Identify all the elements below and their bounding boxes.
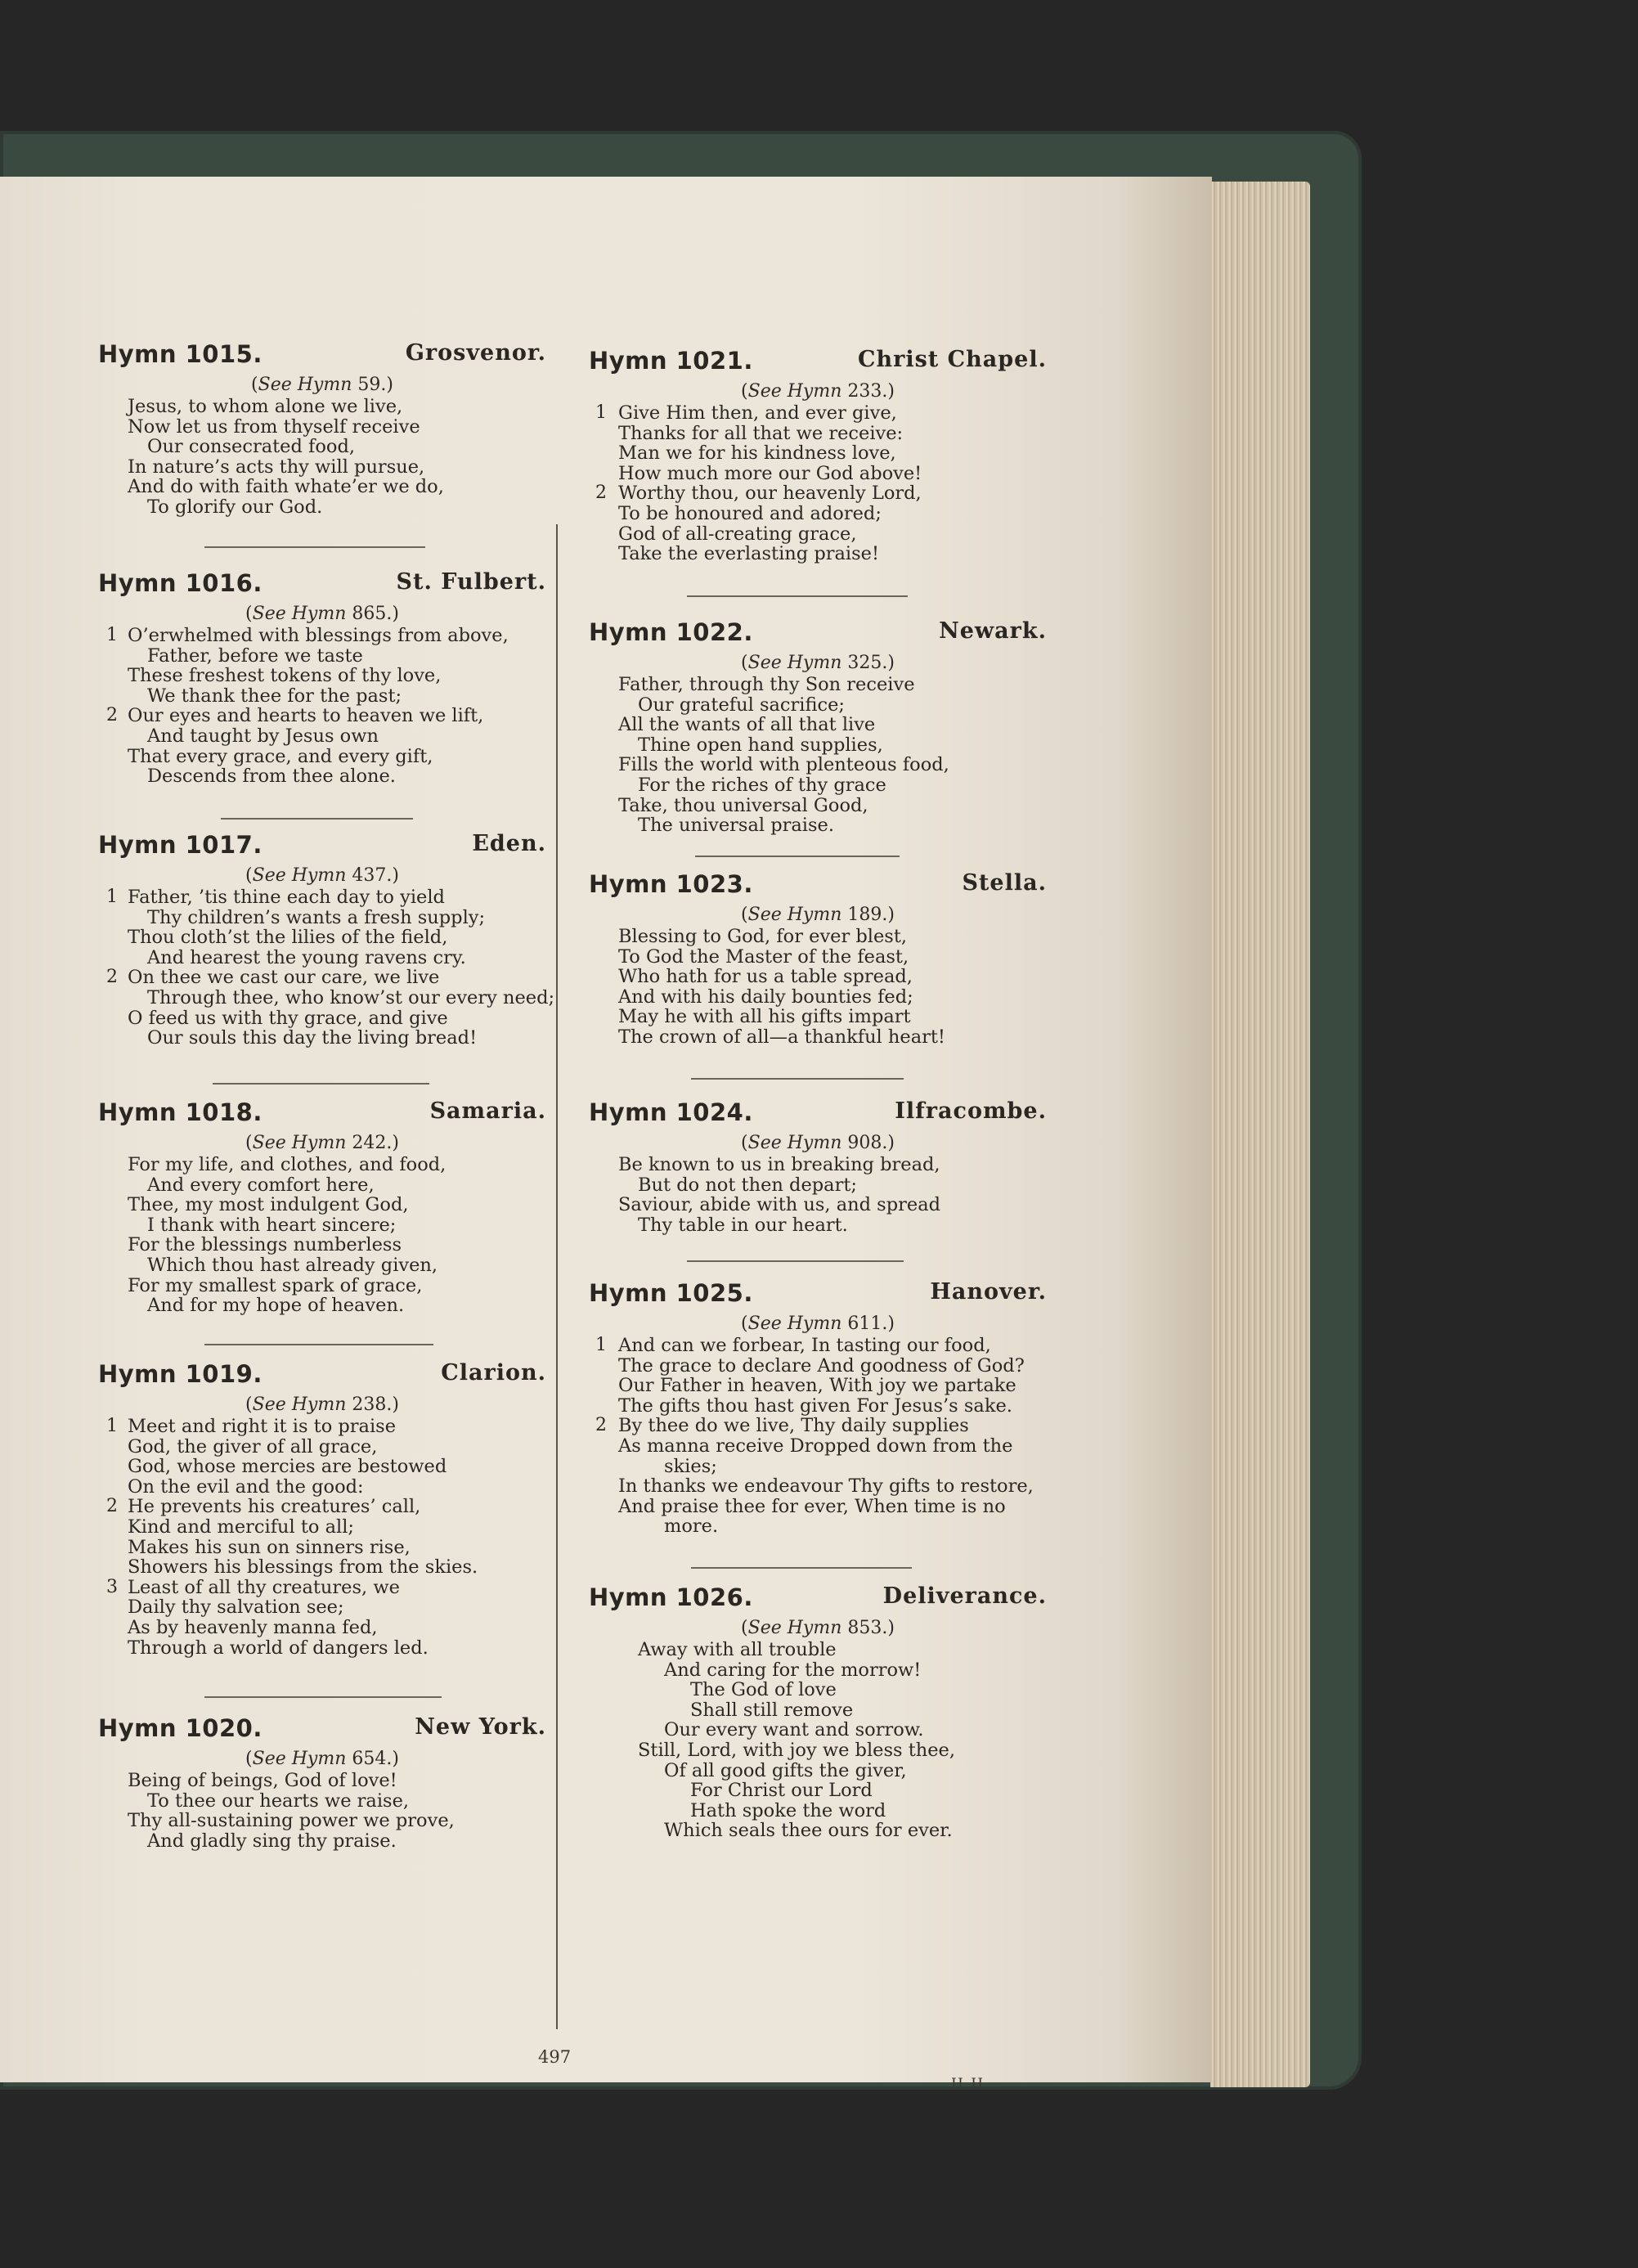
tune-name: Samaria. [429,1098,546,1124]
see-reference: (See Hymn 865.) [245,604,399,624]
verse-number: 1 [106,625,118,645]
verse-line [589,1516,1047,1537]
verse-line [98,1235,546,1255]
verse-text: For the blessings numberless [128,1234,402,1256]
see-number: 611.) [847,1314,895,1334]
verse-line [589,1761,1047,1781]
verse-line [589,464,1047,484]
verse-text: He prevents his creatures’ call, [128,1496,421,1518]
verse-line [589,815,1047,836]
tune-name: Eden. [472,831,546,856]
see-number: 865.) [352,604,399,624]
hymn-entry [589,347,1047,564]
see-number: 908.) [847,1133,895,1153]
section-rule [695,856,900,857]
section-rule [213,1083,429,1085]
verse-line [589,1356,1047,1377]
section-rule [204,1344,433,1345]
see-number: 233.) [847,381,895,402]
verse-line [98,666,546,686]
verse-text: Meet and right it is to praise [128,1416,397,1437]
verse-line [589,1436,1047,1457]
verse-line [589,775,1047,796]
verse-text: The grace to declare And goodness of God? [618,1354,1025,1377]
verse-text: And gladly sing thy praise. [147,1830,397,1852]
tune-name: Hanover. [930,1279,1047,1305]
verse-line [589,1007,1047,1027]
hymn-header [98,340,546,375]
verse-text: Daily thy salvation see; [128,1597,344,1619]
tune-name: Grosvenor. [405,340,546,366]
hymn-number: Hymn 1017. [98,831,263,859]
verse-line [589,987,1047,1008]
verse-line [98,986,555,1008]
verse-line [98,1276,546,1296]
see-number: 437.) [352,865,399,886]
page-number: 497 [538,2047,572,2067]
verse-number: 1 [595,402,607,423]
verse-line [589,1476,1047,1497]
see-reference: (See Hymn 437.) [245,865,399,886]
verse-line [589,1781,1047,1801]
verse-line [98,1417,546,1437]
verse-text: Thy table in our heart. [638,1214,848,1236]
verse-line [98,1155,546,1175]
verse-line [589,796,1047,816]
hymn-entry [98,1098,546,1316]
see-prefix: See Hymn [747,653,842,673]
hymn-entry [98,1360,546,1658]
book-page [0,177,1212,2092]
verse-number: 2 [106,705,118,726]
verse-text: Father, ’tis thine each day to yield [128,887,445,908]
verse-text: On thee we cast our care, we live [128,967,440,989]
tune-name: New York. [415,1714,546,1740]
verse-line [589,1801,1047,1821]
tune-name: Ilfracombe. [895,1098,1047,1124]
hymn-header [98,1360,546,1394]
see-prefix: See Hymn [252,1749,347,1769]
verse-text: But do not then depart; [638,1174,857,1196]
verse-text: These freshest tokens of thy love, [128,665,442,687]
verse-text: And hearest the young ravens cry. [147,946,466,968]
see-reference: (See Hymn 59.) [251,375,393,395]
verse-line [98,1028,546,1049]
verse-text: Hath spoke the word [690,1799,886,1821]
verse-text: To glorify our God. [147,496,323,518]
verse-line [98,766,546,787]
verse-number: 1 [595,1335,607,1355]
see-prefix: See Hymn [747,1618,842,1638]
verse-text: Father, before we taste [147,644,363,667]
hymn-entry [589,870,1047,1048]
page-edges [1210,182,1310,2087]
verse-text: In thanks we endeavour Thy gifts to restore, [618,1475,1034,1498]
verse-line [98,1215,546,1236]
hymn-header [589,1279,1047,1314]
section-rule [204,1696,442,1698]
verse-text: All the wants of all that live [618,714,876,736]
verse-text: Thy children’s wants a fresh supply; [147,906,486,928]
see-reference: (See Hymn 238.) [245,1394,399,1415]
verse-line [589,715,1047,735]
verse-text: Our Father in heaven, With joy we partake [618,1375,1016,1397]
verse-text: May he with all his gifts impart [618,1006,911,1028]
verse-line [98,686,546,707]
verse-line [589,1821,1047,1841]
verse-line [589,675,1047,695]
verse-text: And every comfort here, [147,1174,375,1196]
verse-text: By thee do we live, Thy daily supplies [618,1415,969,1437]
verse-text: The crown of all—a thankful heart! [618,1026,945,1048]
verse-text: Be known to us in breaking bread, [618,1154,940,1175]
verse-line [98,1618,546,1638]
verse-text: Of all good gifts the giver, [664,1759,907,1781]
verse-text: Which thou hast already given, [147,1254,438,1276]
see-prefix: See Hymn [747,905,842,925]
section-rule [204,546,425,548]
verse-line [98,1255,546,1276]
verse-line [98,706,546,726]
verse-text: And do with faith whate’er we do, [128,476,444,498]
see-number: 59.) [357,375,393,395]
verse-text: Our consecrated food, [147,436,356,458]
verse-text: As manna receive Dropped down from the [618,1435,1013,1457]
verse-line [589,1215,1047,1236]
verse-line [98,908,546,928]
verse-number: 3 [106,1576,118,1597]
verse-text: Least of all thy creatures, we [128,1576,400,1598]
hymn-header [98,831,546,865]
verse-text: Thee, my most indulgent God, [128,1194,409,1216]
verse-line [589,1396,1047,1417]
see-reference: (See Hymn 654.) [245,1749,399,1769]
see-prefix: See Hymn [747,381,842,402]
verse-text: Thou cloth’st the lilies of the field, [128,927,448,949]
verse-line [98,1457,546,1477]
verse-line [589,755,1047,775]
hymn-header [98,1098,546,1133]
see-number: 325.) [847,653,895,673]
verse-text: We thank thee for the past; [147,685,402,707]
tune-name: Newark. [939,618,1047,644]
verse-line [98,646,546,667]
verse-line [589,1660,1047,1681]
verse-line [589,424,1047,444]
see-prefix: See Hymn [252,1394,347,1415]
section-rule [687,595,908,597]
verse-line [98,1538,546,1558]
verse-text: skies; [664,1455,717,1477]
hymn-header [98,1714,546,1749]
column-divider [556,524,558,2029]
verse-line [98,1008,546,1029]
verse-line [589,544,1047,564]
verse-line [98,948,546,968]
hymn-entry [98,569,546,787]
hymn-entry [98,831,555,1049]
verse-text: Showers his blessings from the skies. [128,1556,478,1579]
hymn-number: Hymn 1018. [98,1098,263,1126]
see-reference: (See Hymn 853.) [741,1618,895,1638]
verse-text: Jesus, to whom alone we live, [128,396,403,417]
verse-line [98,1831,546,1852]
verse-text: And for my hope of heaven. [147,1295,405,1317]
see-prefix: See Hymn [258,375,352,395]
verse-line [98,726,546,747]
hymn-entry [589,618,1047,836]
verse-text: And caring for the morrow! [664,1659,922,1681]
verse-text: Thanks for all that we receive: [618,422,904,444]
verse-text: Fills the world with plenteous food, [618,754,949,776]
verse-text: Saviour, abide with us, and spread [618,1194,941,1216]
verse-text: Still, Lord, with joy we bless thee, [638,1739,956,1761]
tune-name: St. Fulbert. [396,569,546,595]
verse-line [589,1175,1047,1196]
see-reference: (See Hymn 908.) [741,1133,895,1153]
verse-line [589,1720,1047,1740]
verse-text: Thy all-sustaining power we prove, [128,1810,455,1832]
tune-name: Christ Chapel. [857,347,1047,372]
hymn-entry [98,1714,546,1851]
hymn-entry [98,340,546,518]
verse-text: And can we forbear, In tasting our food, [618,1335,991,1356]
verse-line [98,1497,546,1517]
tune-name: Clarion. [441,1360,546,1386]
verse-number: 2 [106,1496,118,1517]
verse-line [98,497,546,518]
hymn-entry [589,1279,1047,1537]
verse-line [589,504,1047,524]
verse-text: Through a world of dangers led. [128,1637,429,1659]
verse-line [589,1155,1047,1175]
verse-number: 1 [106,887,118,907]
hymn-number: Hymn 1024. [589,1098,753,1126]
verse-line [98,1638,546,1659]
verse-text: Man we for his kindness love, [618,442,896,465]
hymn-header [98,569,546,604]
verse-text: Father, through thy Son receive [618,674,915,695]
verse-text: Being of beings, God of love! [128,1770,397,1791]
hymn-number: Hymn 1025. [589,1279,753,1307]
verse-text: The gifts thou hast given For Jesus’s sake. [618,1394,1012,1417]
tune-name: Deliverance. [882,1583,1047,1609]
verse-text: And praise thee for ever, When time is no [618,1495,1006,1517]
verse-text: For Christ our Lord [690,1780,873,1802]
verse-text: God, the giver of all grace, [128,1435,378,1457]
section-rule [687,1260,904,1262]
hymn-header [589,870,1047,905]
signature-mark: H H [951,2076,985,2092]
verse-text: For my smallest spark of grace, [128,1274,423,1296]
verse-text: Give Him then, and ever give, [618,402,897,424]
verse-line [589,1640,1047,1660]
hymn-header [589,1098,1047,1133]
verse-line [589,1376,1047,1396]
verse-line [98,887,546,908]
verse-text: O feed us with thy grace, and give [128,1007,448,1029]
section-rule [221,818,413,820]
section-rule [691,1567,912,1569]
hymn-number: Hymn 1015. [98,340,263,368]
verse-line [589,735,1047,756]
verse-number: 2 [595,483,607,504]
verse-text: Our souls this day the living bread! [147,1027,478,1049]
verse-line [589,1336,1047,1356]
verse-line [98,477,546,497]
see-prefix: See Hymn [252,865,347,886]
verse-line [589,927,1047,947]
verse-text: Now let us from thyself receive [128,415,420,438]
verse-text: The God of love [690,1679,837,1701]
verse-line [589,947,1047,968]
see-prefix: See Hymn [252,1133,347,1153]
verse-number: 1 [106,1416,118,1436]
see-number: 853.) [847,1618,895,1638]
verse-line [98,1811,546,1831]
section-rule [691,1078,904,1080]
verse-line [589,524,1047,545]
verse-text: In nature’s acts thy will pursue, [128,456,425,478]
verse-text: Blessing to God, for ever blest, [618,926,908,947]
verse-line [589,695,1047,716]
verse-text: For the riches of thy grace [638,774,886,796]
see-number: 242.) [352,1133,399,1153]
hymn-entry [589,1098,1047,1235]
verse-text: Take, thou universal Good, [618,794,868,816]
see-reference: (See Hymn 233.) [741,381,895,402]
verse-line [98,1578,546,1598]
hymn-number: Hymn 1026. [589,1583,753,1611]
verse-line [98,968,546,988]
see-number: 189.) [847,905,895,925]
verse-text: Thine open hand supplies, [638,734,883,756]
verse-line [98,1296,546,1316]
verse-text: Descends from thee alone. [147,766,396,788]
hymn-number: Hymn 1021. [589,347,753,375]
verse-text: Away with all trouble [638,1639,837,1660]
verse-text: God of all-creating grace, [618,523,857,545]
hymn-number: Hymn 1019. [98,1360,263,1388]
verse-line [98,417,546,438]
hymn-number: Hymn 1016. [98,569,263,597]
verse-text: Kind and merciful to all; [128,1516,355,1538]
verse-line [98,1791,546,1812]
verse-text: Makes his sun on sinners rise, [128,1536,411,1558]
verse-line [98,1517,546,1538]
verse-line [589,1497,1047,1517]
verse-text: I thank with heart sincere; [147,1214,397,1236]
verse-line [589,1457,1047,1477]
verse-line [589,483,1047,504]
verse-text: O’erwhelmed with blessings from above, [128,625,509,646]
verse-line [98,1437,546,1457]
verse-text: That every grace, and every gift, [128,745,433,767]
verse-text: Worthy thou, our heavenly Lord, [618,483,922,505]
verse-line [98,437,546,457]
verse-text: Our grateful sacrifice; [638,694,845,716]
verse-line [98,1477,546,1498]
tune-name: Stella. [962,870,1047,896]
verse-line [589,1740,1047,1761]
verse-text: On the evil and the good: [128,1475,364,1498]
hymn-header [589,347,1047,381]
see-reference: (See Hymn 611.) [741,1314,895,1334]
see-number: 654.) [352,1749,399,1769]
see-reference: (See Hymn 325.) [741,653,895,673]
hymn-entry [589,1583,1047,1841]
verse-line [98,1195,546,1215]
verse-line [589,403,1047,424]
verse-text: As by heavenly manna fed, [128,1616,378,1638]
hymn-header [589,1583,1047,1618]
verse-line [589,1027,1047,1048]
verse-text: Shall still remove [690,1699,854,1721]
verse-text: Which seals thee ours for ever. [664,1820,953,1842]
verse-text: To thee our hearts we raise, [147,1790,410,1812]
verse-line [589,1700,1047,1721]
verse-number: 2 [106,967,118,988]
verse-line [98,747,546,767]
hymn-number: Hymn 1022. [589,618,753,646]
verse-line [589,1195,1047,1215]
verse-line [98,626,546,646]
hymn-number: Hymn 1020. [98,1714,263,1742]
verse-text: Our eyes and hearts to heaven we lift, [128,705,484,727]
verse-line [98,1771,546,1791]
hymn-number: Hymn 1023. [589,870,753,898]
see-number: 238.) [352,1394,399,1415]
hymn-header [589,618,1047,653]
verse-line [98,397,546,417]
verse-line [589,967,1047,987]
verse-text: To be honoured and adored; [618,502,882,524]
verse-text: How much more our God above! [618,462,922,484]
verse-line [98,1557,546,1578]
verse-text: God, whose mercies are bestowed [128,1456,447,1478]
verse-line [589,1680,1047,1700]
verse-text: more. [664,1516,719,1538]
see-prefix: See Hymn [252,604,347,624]
verse-text: Through thee, who know’st our every need; [147,986,555,1008]
see-reference: (See Hymn 189.) [741,905,895,925]
verse-text: Our every want and sorrow. [664,1719,924,1741]
verse-line [98,457,546,478]
verse-text: For my life, and clothes, and food, [128,1154,447,1175]
verse-text: The universal praise. [638,815,835,837]
verse-number: 2 [595,1415,607,1436]
see-reference: (See Hymn 242.) [245,1133,399,1153]
verse-text: And taught by Jesus own [147,725,379,747]
verse-text: And with his daily bounties fed; [618,986,913,1008]
verse-text: Who hath for us a table spread, [618,966,913,988]
verse-line [589,1416,1047,1436]
see-prefix: See Hymn [747,1133,842,1153]
verse-line [98,1175,546,1196]
verse-line [98,927,546,948]
see-prefix: See Hymn [747,1314,842,1334]
verse-text: Take the everlasting praise! [618,543,879,565]
verse-line [589,443,1047,464]
verse-text: To God the Master of the feast, [618,945,909,968]
verse-line [98,1597,546,1618]
